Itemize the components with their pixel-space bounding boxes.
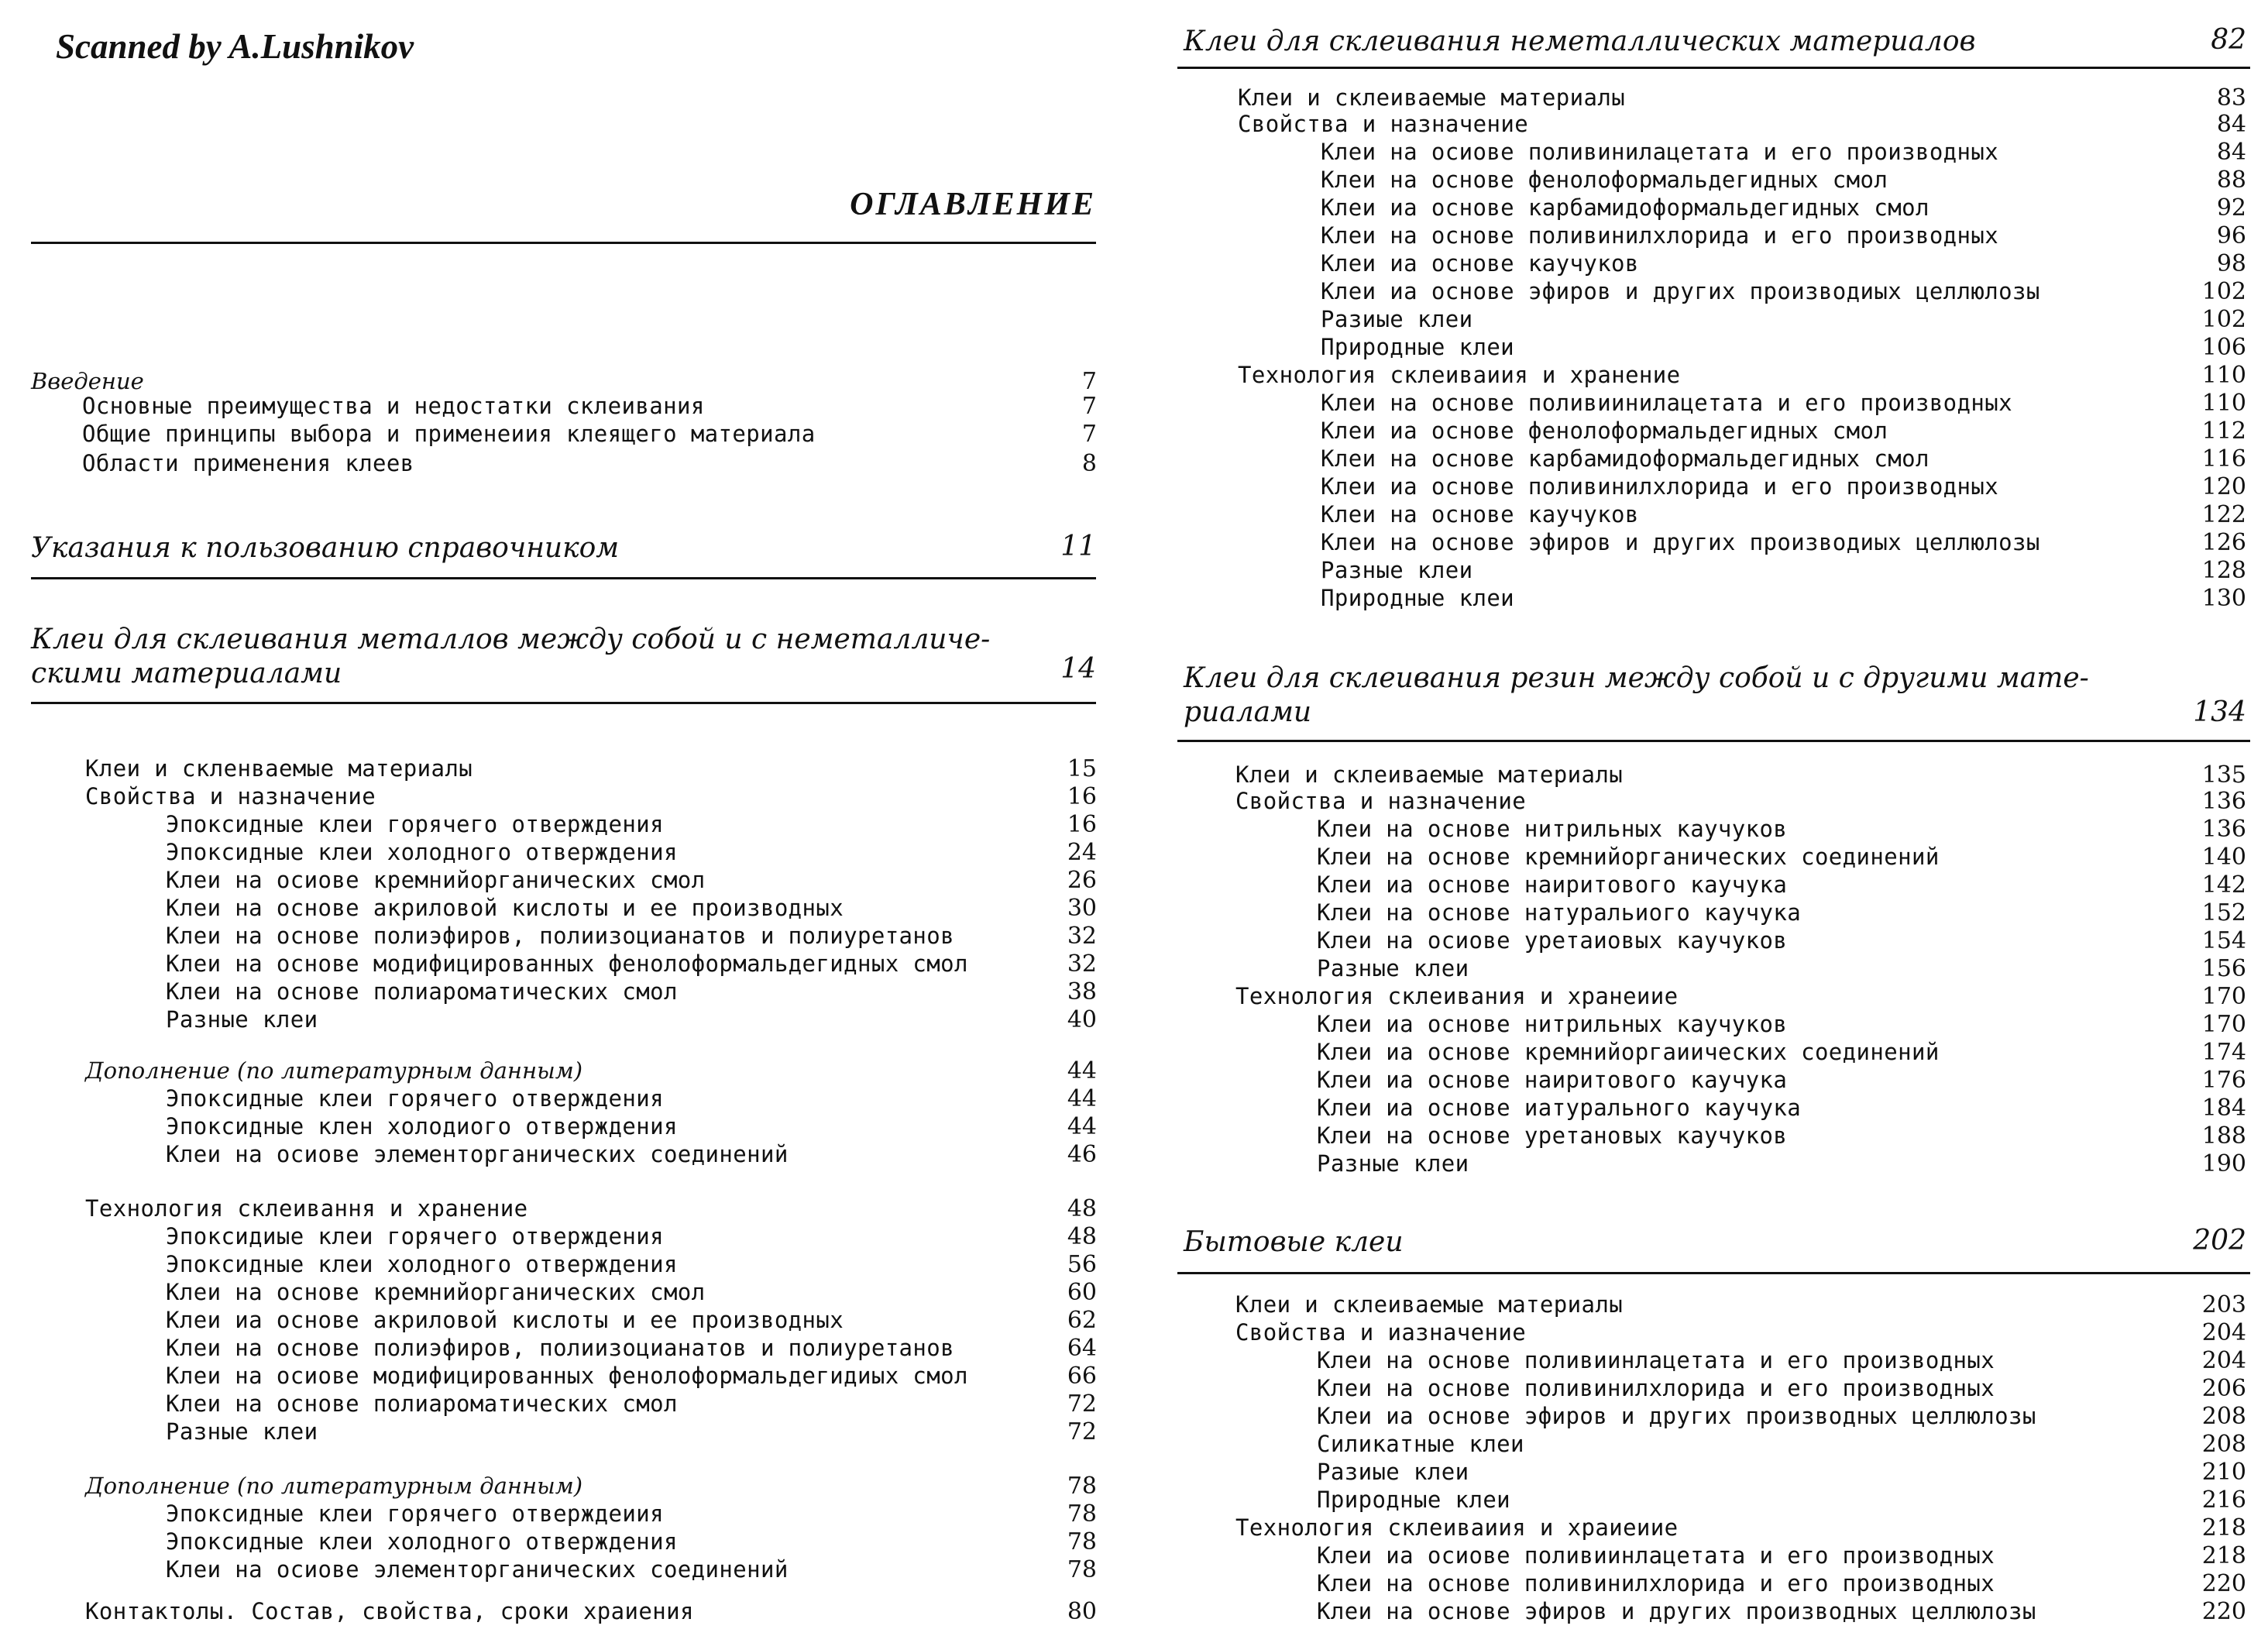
- page-number: 92: [2216, 194, 2246, 222]
- toc-subentry: Клеи на основе кремнийорганических соединений: [1317, 844, 1940, 870]
- page-number: 204: [2201, 1319, 2246, 1346]
- page-number: 218: [2201, 1514, 2246, 1542]
- page-number: 128: [2201, 557, 2246, 584]
- toc-subentry: Разные клеи: [166, 1006, 318, 1033]
- toc-entry: Клеи и склеиваемые материалы: [1235, 1291, 1624, 1318]
- page-number: 206: [2201, 1375, 2246, 1402]
- toc-subentry: Разные клеи: [1321, 557, 1473, 583]
- page-number: 204: [2201, 1347, 2246, 1374]
- subsection-title-supplement: Дополнение (по литературным данным): [85, 1057, 583, 1084]
- page-number: 78: [1067, 1556, 1097, 1583]
- page-number: 7: [1081, 393, 1097, 420]
- page-number: 56: [1067, 1251, 1097, 1278]
- section-rule: [1177, 67, 2250, 69]
- page-number: 112: [2201, 418, 2246, 445]
- page-number: 154: [2201, 927, 2246, 954]
- section-title-rubber: Клеи для склеивания резин между собой и с другими мате-: [1184, 662, 2089, 694]
- page-number: 66: [1067, 1363, 1097, 1390]
- page-number: 8: [1081, 450, 1097, 477]
- toc-subentry: Клеи на основе фенолоформальдегидных смол: [1321, 167, 1888, 193]
- page-number: 203: [2201, 1291, 2246, 1318]
- toc-subentry: Разиые клеи: [1321, 306, 1473, 332]
- page-number: 142: [2201, 871, 2246, 899]
- page-number: 44: [1067, 1085, 1097, 1112]
- toc-entry: Свойства и назначение: [1238, 111, 1529, 137]
- toc-subentry: Клеи на основе модифицированных фенолоформальдегидных смол: [166, 950, 968, 977]
- toc-subentry: Клеи иа основе поливинилхлорида и его производных: [1321, 473, 1999, 500]
- toc-entry: Области применения клеев: [82, 450, 414, 476]
- toc-subentry: Клеи на осиове уретаиовых каучуков: [1317, 927, 1788, 954]
- section-title-rubber-cont: риалами: [1184, 696, 1312, 728]
- toc-subentry: Клеи на основе карбамидоформальдегидных смол: [1321, 445, 1930, 472]
- page-number: 122: [2201, 501, 2246, 528]
- page-number: 102: [2201, 306, 2246, 333]
- toc-subentry: Клеи иа основе наиритового каучука: [1317, 1067, 1788, 1093]
- page-number: 7: [1081, 368, 1097, 395]
- toc-subentry: Эпоксидные клеи горячего отверждеиия: [166, 1500, 664, 1527]
- toc-subentry: Эпоксидные клеи холодного отверждения: [166, 1251, 678, 1277]
- toc-subentry: Клеи на основе поливиинлацетата и его производных: [1317, 1347, 1995, 1373]
- page-number: 120: [2201, 473, 2246, 500]
- toc-subentry: Клеи на осиове элементорганических соединений: [166, 1141, 789, 1167]
- page-number: 218: [2201, 1542, 2246, 1569]
- toc-subentry: Клеи иа основе каучуков: [1321, 250, 1639, 277]
- page-number: 78: [1067, 1473, 1097, 1500]
- toc-subentry: Клеи на основе полиароматических смол: [166, 1390, 678, 1417]
- section-rule: [31, 577, 1096, 579]
- toc-subentry: Разиые клеи: [1317, 1459, 1469, 1485]
- toc-subentry: Клеи иа основе нитрильных каучуков: [1317, 1011, 1788, 1037]
- section-rule: [1177, 740, 2250, 742]
- toc-entry: Основные преимущества и недостатки склеивания: [82, 393, 705, 419]
- section-title-intro: Введение: [31, 368, 144, 394]
- page-number: 152: [2201, 899, 2246, 926]
- toc-subentry: Клеи иа основе фенолоформальдегидных смол: [1321, 418, 1888, 444]
- page-number: 32: [1067, 923, 1097, 950]
- page-number: 98: [2216, 250, 2246, 277]
- page-number: 188: [2201, 1122, 2246, 1150]
- page-number: 140: [2201, 844, 2246, 871]
- page-number: 40: [1067, 1006, 1097, 1033]
- toc-subentry: Клеи на основе натуральиого каучука: [1317, 899, 1802, 926]
- page-number: 220: [2201, 1570, 2246, 1597]
- page-number: 110: [2201, 362, 2246, 389]
- toc-subentry: Эпоксидные клен холодиого отверждения: [166, 1113, 678, 1139]
- toc-subentry: Клеи на основе поливинилхлорида и его производных: [1317, 1375, 1995, 1401]
- page-number: 184: [2201, 1095, 2246, 1122]
- toc-subentry: Клеи на основе эфиров и других производных целлюлозы: [1317, 1598, 2036, 1624]
- page-number: 84: [2216, 139, 2246, 166]
- toc-subentry: Клеи на основе кремнийорганических смол: [166, 1279, 706, 1305]
- page-number: 116: [2201, 445, 2246, 473]
- toc-subentry: Эпоксидные клеи холодного отверждения: [166, 1528, 678, 1555]
- page-number: 208: [2201, 1403, 2246, 1430]
- toc-subentry: Клеи иа основе наиритового каучука: [1317, 871, 1788, 898]
- title-rule: [31, 242, 1096, 244]
- toc-subentry: Клеи на осиове кремнийорганических смол: [166, 867, 706, 893]
- page-number: 44: [1067, 1057, 1097, 1084]
- page-number: 15: [1067, 755, 1097, 782]
- toc-subentry: Эпоксидные клеи холодного отверждения: [166, 839, 678, 865]
- toc-subentry: Эпоксидиые клеи горячего отверждения: [166, 1223, 664, 1249]
- toc-entry: Технология склеивання и хранение: [85, 1195, 528, 1222]
- page-number: 126: [2201, 529, 2246, 556]
- page-number: 7: [1081, 421, 1097, 448]
- subsection-title-supplement: Дополнение (по литературным данным): [85, 1473, 583, 1499]
- page-number: 84: [2216, 111, 2246, 138]
- toc-subentry: Клеи иа основе эфиров и других производных целлюлозы: [1317, 1403, 2036, 1429]
- page-number: 176: [2201, 1067, 2246, 1094]
- toc-subentry: Природные клеи: [1321, 334, 1515, 360]
- page-number: 208: [2201, 1431, 2246, 1458]
- toc-subentry: Клеи на осиове элементорганических соединений: [166, 1556, 789, 1583]
- toc-subentry: Эпоксидные клеи горячего отверждения: [166, 1085, 664, 1112]
- toc-entry: Технология склеивания и хранеиие: [1235, 983, 1679, 1009]
- scanner-credit: Scanned by A.Lushnikov: [56, 27, 414, 66]
- toc-subentry: Разные клеи: [1317, 955, 1469, 981]
- toc-subentry: Клеи на основе полиароматических смол: [166, 978, 678, 1005]
- toc-entry: Контактолы. Состав, свойства, сроки храиения: [85, 1598, 694, 1624]
- page-number: 102: [2201, 278, 2246, 305]
- page-number: 16: [1067, 811, 1097, 838]
- page-number: 38: [1067, 978, 1097, 1005]
- page-number: 136: [2201, 816, 2246, 843]
- page-number: 190: [2201, 1150, 2246, 1177]
- toc-subentry: Клеи на основе уретановых каучуков: [1317, 1122, 1788, 1149]
- section-title-metals: Клеи для склеивания металлов между собой и с неметалличе-: [31, 624, 991, 655]
- toc-entry: Свойства и иазначение: [1235, 1319, 1527, 1346]
- page-number: 170: [2201, 1011, 2246, 1038]
- section-page-number: 134: [2193, 696, 2246, 728]
- page-number: 44: [1067, 1113, 1097, 1140]
- toc-entry: Клеи и склеиваемые материалы: [1235, 761, 1624, 788]
- page-number: 78: [1067, 1528, 1097, 1555]
- page-number: 156: [2201, 955, 2246, 982]
- section-page-number: 14: [1060, 653, 1096, 685]
- toc-entry: Технология склеиваиия и хранение: [1238, 362, 1681, 388]
- page-number: 30: [1067, 895, 1097, 922]
- toc-subentry: Клеи на основе эфиров и других производиых целлюлозы: [1321, 529, 2040, 555]
- page-number: 110: [2201, 390, 2246, 417]
- toc-subentry: Клеи на основе полиэфиров, полиизоцианатов и полиуретанов: [166, 923, 954, 949]
- page-number: 60: [1067, 1279, 1097, 1306]
- page-number: 170: [2201, 983, 2246, 1010]
- toc-subentry: Клеи иа основе иатурального каучука: [1317, 1095, 1802, 1121]
- toc-subentry: Клеи иа основе эфиров и других производиых целлюлозы: [1321, 278, 2040, 304]
- toc-entry: Клеи и скленваемые материалы: [85, 755, 473, 782]
- page-number: 130: [2201, 585, 2246, 612]
- toc-subentry: Эпоксидные клеи горячего отверждения: [166, 811, 664, 837]
- toc-subentry: Клеи иа основе карбамидоформальдегидных смол: [1321, 194, 1930, 221]
- toc-subentry: Клеи на основе поливинилхлорида и его производных: [1321, 222, 1999, 249]
- page-number: 210: [2201, 1459, 2246, 1486]
- section-title-metals-cont: скими материалами: [31, 658, 342, 689]
- toc-subentry: Клеи на основе каучуков: [1321, 501, 1639, 528]
- page-number: 135: [2201, 761, 2246, 789]
- toc-entry: Общие принципы выбора и применеиия клеящего материала: [82, 421, 816, 447]
- page-number: 106: [2201, 334, 2246, 361]
- toc-subentry: Клеи на основе поливиинилацетата и его производных: [1321, 390, 2012, 416]
- page-number: 216: [2201, 1487, 2246, 1514]
- toc-subentry: Силикатные клеи: [1317, 1431, 1524, 1457]
- page-number: 72: [1067, 1390, 1097, 1418]
- toc-subentry: Разные клеи: [166, 1418, 318, 1445]
- section-rule: [1177, 1272, 2250, 1274]
- page-number: 46: [1067, 1141, 1097, 1168]
- page-number: 78: [1067, 1500, 1097, 1528]
- page-number: 62: [1067, 1307, 1097, 1334]
- toc-subentry: Разные клеи: [1317, 1150, 1469, 1177]
- toc-subentry: Клеи на основе нитрильных каучуков: [1317, 816, 1788, 842]
- toc-subentry: Клеи на осиове модифицированных фенолоформальдегидиых смол: [166, 1363, 968, 1389]
- page-number: 26: [1067, 867, 1097, 894]
- toc-entry: Свойства и назначение: [1235, 788, 1527, 814]
- toc-subentry: Клеи на основе поливинилхлорида и его производных: [1317, 1570, 1995, 1597]
- toc-entry: Технология склеиваиия и храиеиие: [1235, 1514, 1679, 1541]
- section-title-guide: Указания к пользованию справочником: [31, 532, 620, 564]
- page-number: 96: [2216, 222, 2246, 249]
- toc-entry: Свойства и назначение: [85, 783, 376, 809]
- section-page-number: 11: [1060, 531, 1096, 562]
- document-title: ОГЛАВЛЕНИЕ: [850, 187, 1096, 222]
- toc-entry: Клеи и склеиваемые материалы: [1238, 84, 1626, 111]
- section-page-number: 82: [2211, 24, 2246, 56]
- page-number: 24: [1067, 839, 1097, 866]
- section-rule: [31, 702, 1096, 704]
- toc-subentry: Природные клеи: [1321, 585, 1515, 611]
- toc-subentry: Клеи на основе акриловой кислоты и ее производных: [166, 895, 844, 921]
- toc-subentry: Клеи иа осиове поливиинлацетата и его производных: [1317, 1542, 1995, 1569]
- section-title-household: Бытовые клеи: [1184, 1226, 1404, 1258]
- page-number: 80: [1067, 1598, 1097, 1625]
- page-number: 136: [2201, 788, 2246, 815]
- page-number: 88: [2216, 167, 2246, 194]
- section-page-number: 202: [2193, 1225, 2246, 1256]
- page-number: 64: [1067, 1335, 1097, 1362]
- section-title-nonmetal: Клеи для склеивания неметаллических материалов: [1184, 26, 1976, 57]
- toc-subentry: Клеи иа основе кремнийоргаиических соединений: [1317, 1039, 1940, 1065]
- toc-subentry: Клеи на основе полиэфиров, полиизоцианатов и полиуретанов: [166, 1335, 954, 1361]
- page-number: 220: [2201, 1598, 2246, 1625]
- page-number: 16: [1067, 783, 1097, 810]
- page-number: 72: [1067, 1418, 1097, 1445]
- toc-subentry: Клеи на осиове поливинилацетата и его производных: [1321, 139, 1999, 165]
- page-number: 83: [2216, 84, 2246, 112]
- page-number: 174: [2201, 1039, 2246, 1066]
- page-number: 32: [1067, 950, 1097, 978]
- toc-subentry: Природные клеи: [1317, 1487, 1511, 1513]
- toc-subentry: Клеи иа основе акриловой кислоты и ее производных: [166, 1307, 844, 1333]
- page-number: 48: [1067, 1223, 1097, 1250]
- page-number: 48: [1067, 1195, 1097, 1222]
